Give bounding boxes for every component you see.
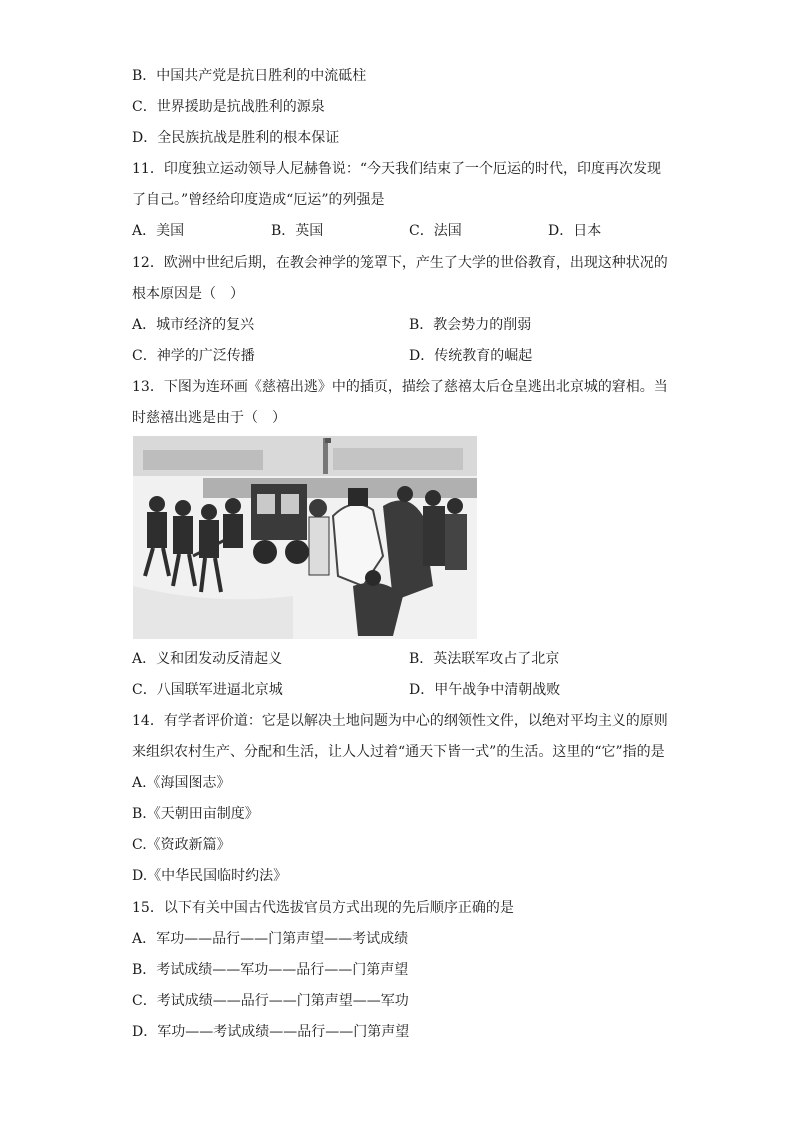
option-11-b: B．英国	[271, 223, 324, 239]
option-11-d: D．日本	[548, 223, 602, 239]
option-13-a: A．义和团发动反清起义	[132, 651, 283, 667]
question-11-line-2: 了自己。”曾经给印度造成“厄运”的列强是	[132, 192, 385, 208]
option-12-d: D．传统教育的崛起	[409, 348, 533, 364]
option-13-b: B．英法联军攻占了北京	[409, 651, 560, 667]
option-10-c: C．世界援助是抗战胜利的源泉	[132, 99, 325, 115]
option-13-c: C．八国联军进逼北京城	[132, 682, 283, 698]
option-15-b: B．考试成绩——军功——品行——门第声望	[132, 962, 409, 978]
question-13-line-2: 时慈禧出逃是由于（ ）	[132, 410, 286, 426]
option-11-c: C．法国	[409, 223, 462, 239]
option-10-d: D．全民族抗战是胜利的根本保证	[132, 130, 340, 146]
question-15-line-1: 15．以下有关中国古代选拔官员方式出现的先后顺序正确的是	[132, 900, 514, 916]
option-14-b: B.《天朝田亩制度》	[132, 806, 259, 822]
option-10-b: B．中国共产党是抗日胜利的中流砥柱	[132, 68, 367, 84]
option-11-a: A．美国	[132, 223, 185, 239]
option-15-a: A．军功——品行——门第声望——考试成绩	[132, 931, 409, 947]
illustration-cixi-escape	[133, 436, 477, 639]
option-15-c: C．考试成绩——品行——门第声望——军功	[132, 993, 409, 1009]
option-13-d: D．甲午战争中清朝战败	[409, 682, 561, 698]
option-15-d: D．军功——考试成绩——品行——门第声望	[132, 1024, 410, 1040]
question-12-line-1: 12．欧洲中世纪后期，在教会神学的笼罩下，产生了大学的世俗教育，出现这种状况的	[132, 255, 668, 271]
question-14-line-1: 14．有学者评价道：它是以解决土地问题为中心的纲领性文件，以绝对平均主义的原则	[132, 713, 668, 729]
option-14-d: D.《中华民国临时约法》	[132, 868, 288, 884]
illustration-drawing	[133, 436, 477, 639]
option-12-c: C．神学的广泛传播	[132, 348, 255, 364]
question-14-line-2: 来组织农村生产、分配和生活，让人人过着“通天下皆一式”的生活。这里的“它”指的是	[132, 744, 665, 760]
option-12-a: A．城市经济的复兴	[132, 317, 255, 333]
question-13-line-1: 13．下图为连环画《慈禧出逃》中的插页，描绘了慈禧太后仓皇逃出北京城的窘相。当	[132, 379, 668, 395]
option-14-c: C.《资政新篇》	[132, 837, 231, 853]
question-11-line-1: 11．印度独立运动领导人尼赫鲁说：“今天我们结束了一个厄运的时代，印度再次发现	[132, 161, 661, 177]
option-12-b: B．教会势力的削弱	[409, 317, 532, 333]
question-12-line-2: 根本原因是（ ）	[132, 286, 244, 302]
option-14-a: A.《海国图志》	[132, 775, 231, 791]
